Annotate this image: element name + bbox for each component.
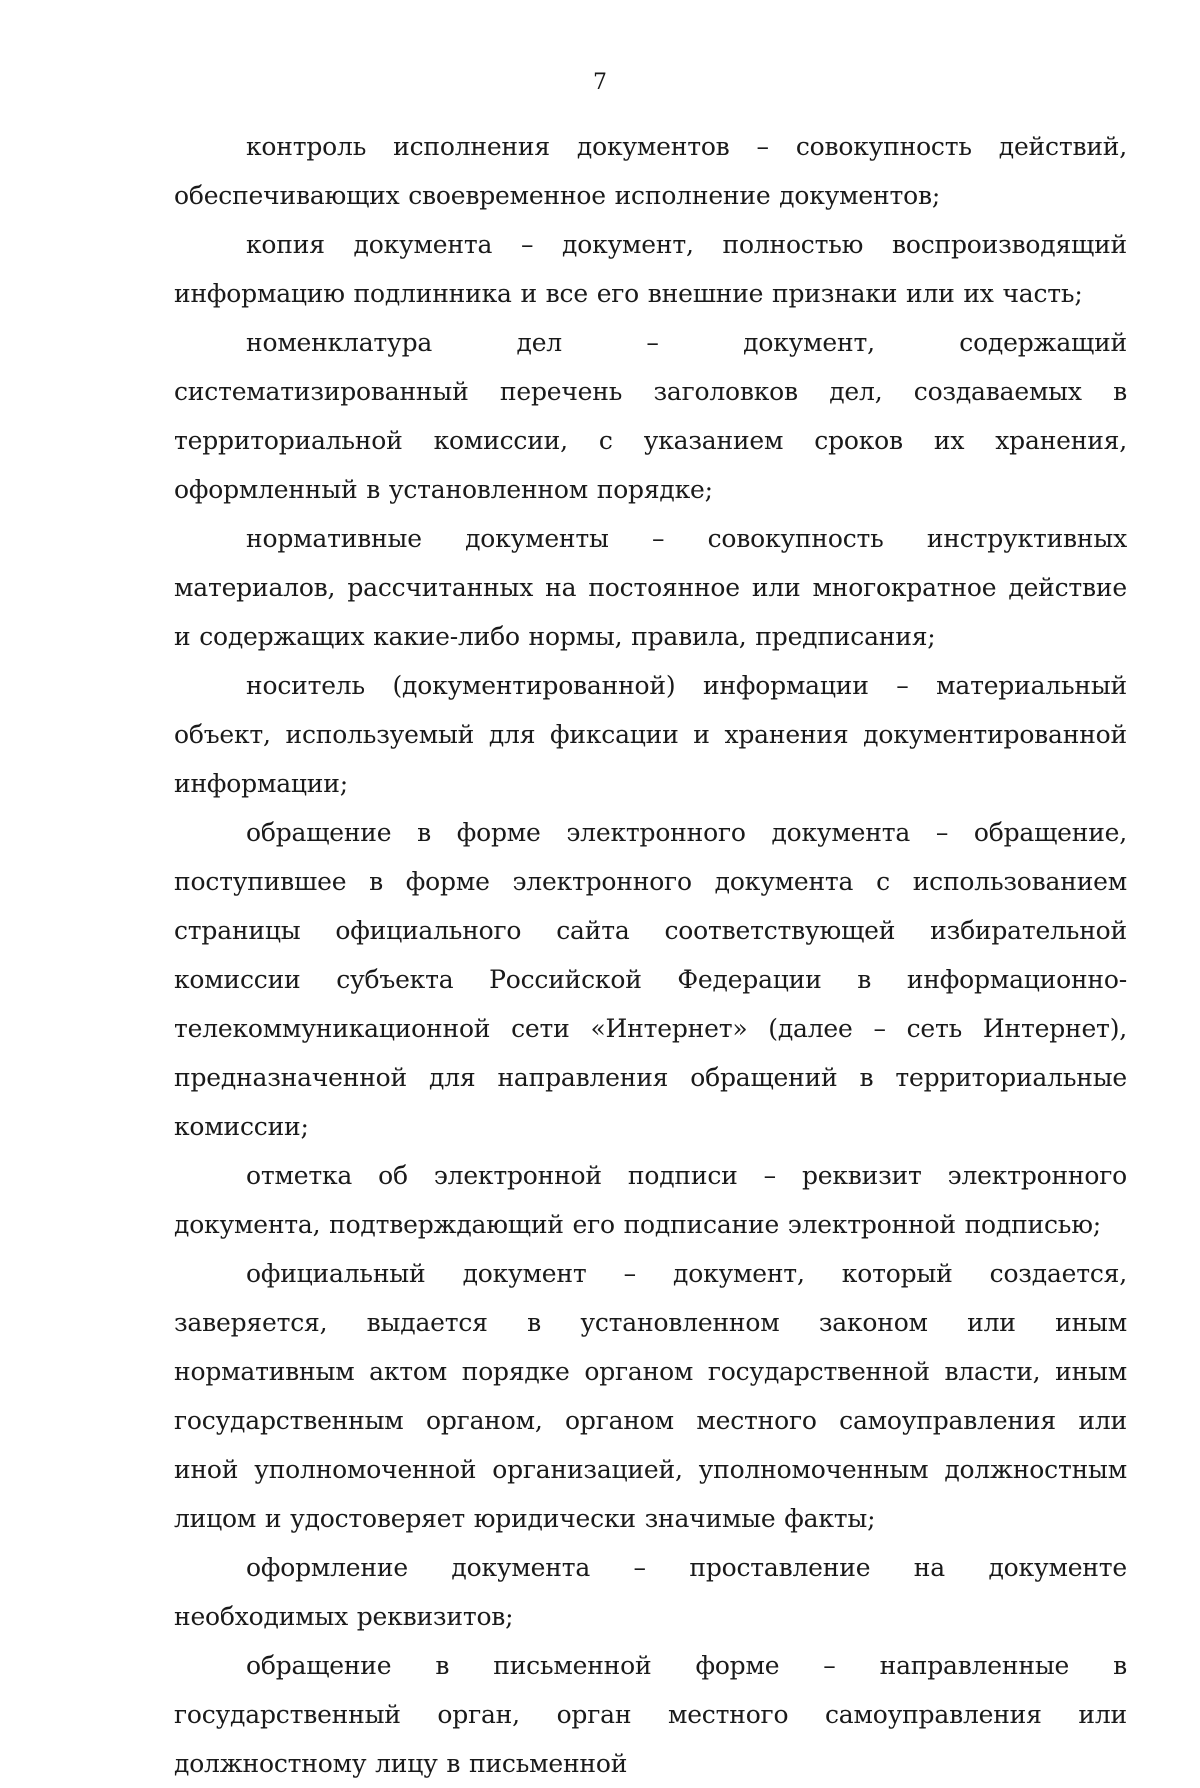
- paragraph-information-carrier: носитель (документированной) информации – материальный объект, используемый для фиксации и хранения документированной информации;: [174, 671, 1127, 798]
- paragraph-document-formatting: оформление документа – проставление на документе необходимых реквизитов;: [174, 1553, 1127, 1631]
- paragraph-nomenclature: номенклатура дел – документ, содержащий систематизированный перечень заголовков дел, создаваемых в территориальной комиссии, с указанием сроков их хранения, оформленный в установленном порядке;: [174, 328, 1127, 504]
- paragraph-control-of-execution: контроль исполнения документов – совокупность действий, обеспечивающих своевременное исполнение документов;: [174, 132, 1127, 210]
- document-body: [174, 122, 1127, 1788]
- paragraph-electronic-appeal: обращение в форме электронного документа – обращение, поступившее в форме электронного документа с использованием страницы официального сайта соответствующей избирательной комиссии субъекта Российской Федерации в информационно-телекоммуникационной сети «Интернет» (далее – сеть Интернет), предназначенной для направления обращений в территориальные комиссии;: [174, 818, 1127, 1141]
- paragraph-normative-documents: нормативные документы – совокупность инструктивных материалов, рассчитанных на постоянное или многократное действие и содержащих какие-либо нормы, правила, предписания;: [174, 524, 1127, 651]
- paragraph-signature-mark: отметка об электронной подписи – реквизит электронного документа, подтверждающий его подписание электронной подписью;: [174, 1161, 1127, 1239]
- paragraph-official-document: официальный документ – документ, который создается, заверяется, выдается в установленном законом или иным нормативным актом порядке органом государственной власти, иным государственным органом, органом местного самоуправления или иной уполномоченной организацией, уполномоченным должностным лицом и удостоверяет юридически значимые факты;: [174, 1259, 1127, 1533]
- page-number: 7: [593, 70, 607, 95]
- paragraph-document-copy: копия документа – документ, полностью воспроизводящий информацию подлинника и все его внешние признаки или их часть;: [174, 230, 1127, 308]
- paragraph-written-appeal: обращение в письменной форме – направленные в государственный орган, орган местного самоуправления или должностному лицу в письменной: [174, 1651, 1127, 1778]
